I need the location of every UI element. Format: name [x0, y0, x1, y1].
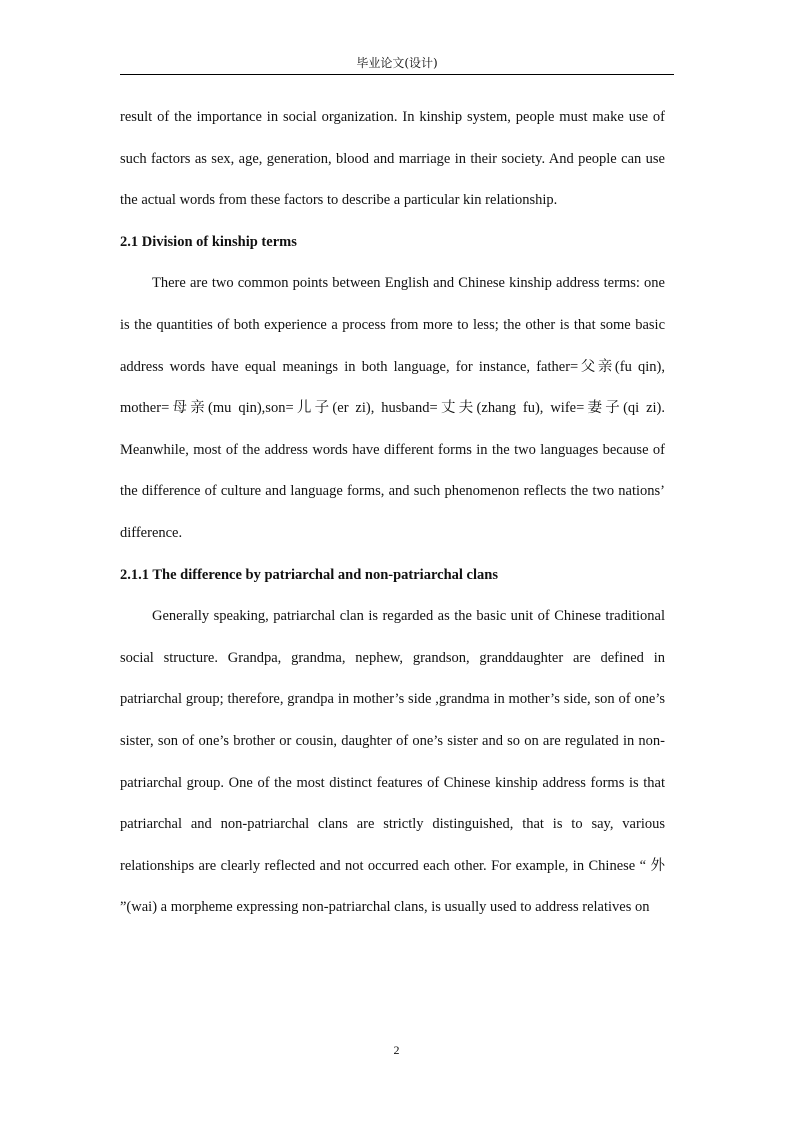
running-header: 毕业论文(设计)	[356, 56, 438, 70]
paragraph-continuation: result of the importance in social organization. In kinship system, people must make use of such factors as sex, age, generation, blood and marriage in their society. And people can use the actual words from these factors to describe a particular kin relationship.	[120, 109, 665, 209]
header-rule	[120, 74, 674, 75]
paragraph-patriarchal-clans: Generally speaking, patriarchal clan is regarded as the basic unit of Chinese traditional social structure. Grandpa, grandma, nephew, grandson, granddaughter are defined in patriarchal group; therefore, grandpa in mother’s side ,grandma in mother’s side, son of one’s sister, son of one’s brother or cousin, daughter of one’s sister and so on are regulated in non-patriarchal group. One of the most distinct features of Chinese kinship address forms is that patriarchal and non-patriarchal clans are strictly distinguished, that is to say, various relationships are clearly reflected and not occurred each other. For example, in Chinese “ 外 ”(wai) a morpheme expressing non-patriarchal clans, is usually used to address relatives on	[120, 608, 665, 916]
page-number: 2	[393, 1043, 400, 1057]
section-heading-2-1: 2.1 Division of kinship terms	[120, 233, 297, 250]
body-text	[120, 97, 665, 929]
section-heading-2-1-1: 2.1.1 The difference by patriarchal and non-patriarchal clans	[120, 566, 498, 583]
paragraph-common-points: There are two common points between English and Chinese kinship address terms: one is the quantities of both experience a process from more to less; the other is that some basic address words have equal meanings in both language, for instance, father=父亲(fu qin), mother=母亲(mu qin),son=儿子(er zi), husband=丈夫(zhang fu), wife=妻子(qi zi). Meanwhile, most of the address words have different forms in the two languages because of the difference of culture and language forms, and such phenomenon reflects the two nations’ difference.	[120, 275, 665, 541]
